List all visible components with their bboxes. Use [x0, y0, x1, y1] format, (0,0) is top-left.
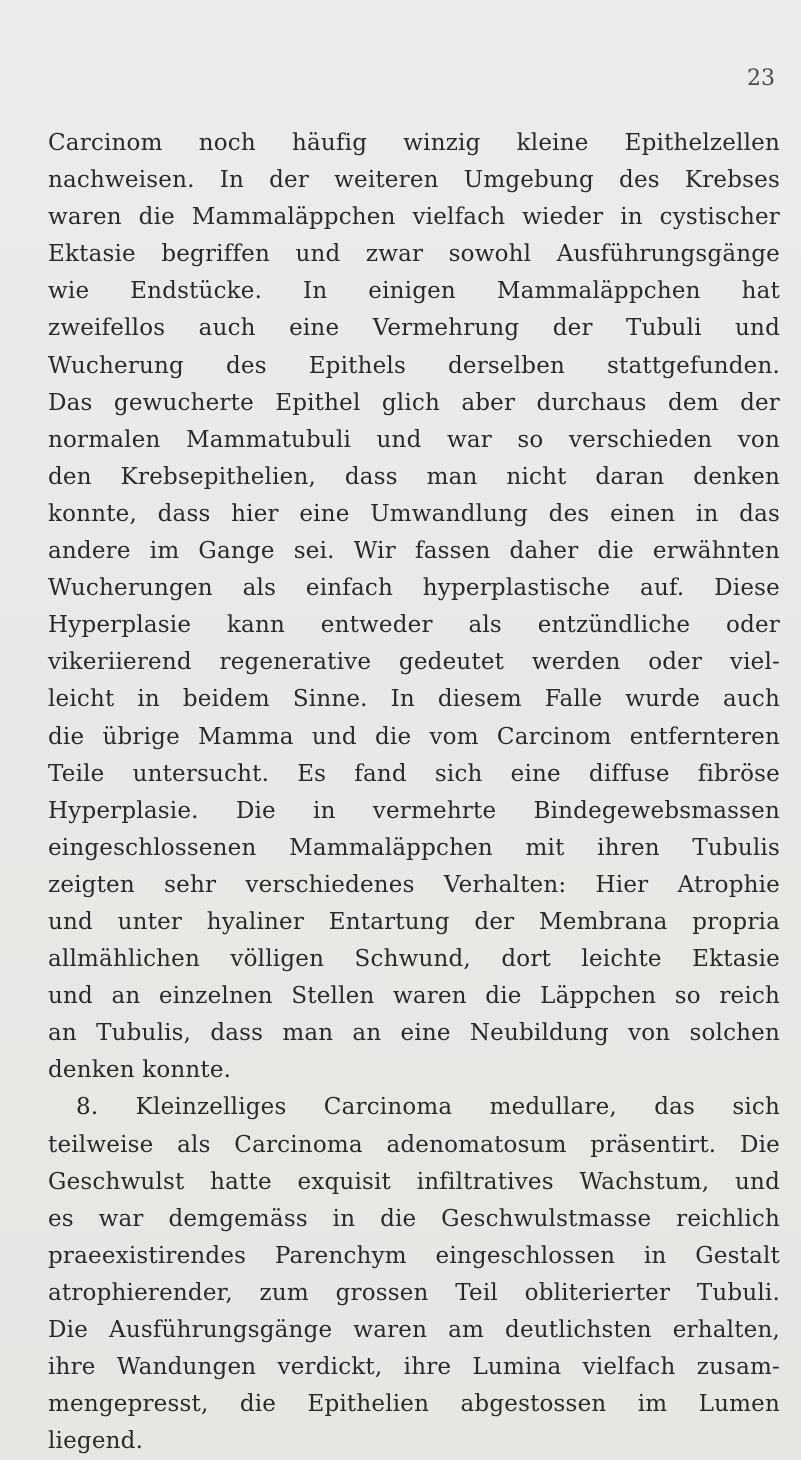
text-line: teilweise als Carcinoma adenomatosum präsentirt. Die — [48, 1131, 780, 1158]
paragraph-1 — [48, 125, 780, 1089]
text-line: Wucherungen als einfach hyperplastische auf. Diese — [48, 575, 780, 602]
text-line: leicht in beidem Sinne. In diesem Falle wurde auch — [48, 686, 780, 713]
text-line: nachweisen. In der weiteren Umgebung des Krebses — [48, 167, 780, 194]
text-line: vikeriierend regenerative gedeutet werden oder viel- — [48, 649, 780, 676]
text-line: ihre Wandungen verdickt, ihre Lumina vielfach zusam- — [48, 1354, 780, 1381]
text-line: zeigten sehr verschiedenes Verhalten: Hier Atrophie — [48, 871, 780, 898]
text-line: Geschwulst hatte exquisit infiltratives Wachstum, und — [48, 1168, 780, 1195]
text-line: liegend. — [48, 1428, 144, 1455]
text-line: es war demgemäss in die Geschwulstmasse reichlich — [48, 1205, 780, 1232]
text-line: atrophierender, zum grossen Teil obliterierter Tubuli. — [48, 1279, 780, 1306]
text-line: und unter hyaliner Entartung der Membrana propria — [48, 908, 780, 935]
text-line: Hyperplasie. Die in vermehrte Bindegewebsmassen — [48, 797, 780, 824]
text-line: normalen Mammatubuli und war so verschieden von — [48, 426, 780, 453]
page-number: 23 — [747, 66, 775, 91]
text-line: 8. Kleinzelliges Carcinoma medullare, das sich — [76, 1094, 780, 1121]
text-line: waren die Mammaläppchen vielfach wieder in cystischer — [48, 204, 780, 231]
text-line: Hyperplasie kann entweder als entzündliche oder — [48, 612, 780, 639]
text-line: wie Endstücke. In einigen Mammaläppchen hat — [48, 278, 780, 305]
text-line: praeexistirendes Parenchym eingeschlossen in Gestalt — [48, 1242, 780, 1269]
text-line: zweifellos auch eine Vermehrung der Tubuli und — [48, 315, 780, 342]
text-line: Die Ausführungsgänge waren am deutlichsten erhalten, — [48, 1317, 780, 1343]
text-line: Teile untersucht. Es fand sich eine diffuse fibröse — [48, 760, 780, 787]
text-line: eingeschlossenen Mammaläppchen mit ihren Tubulis — [48, 834, 780, 861]
text-line: den Krebsepithelien, dass man nicht daran denken — [48, 463, 780, 490]
text-line: allmählichen völligen Schwund, dort leichte Ektasie — [48, 946, 780, 973]
text-line: Das gewucherte Epithel glich aber durchaus dem der — [48, 389, 780, 416]
text-line: an Tubulis, dass man an eine Neubildung von solchen — [48, 1020, 780, 1047]
text-line: Wucherung des Epithels derselben stattgefunden. — [48, 352, 780, 379]
text-line: und an einzelnen Stellen waren die Läppchen so reich — [48, 983, 780, 1010]
text-line: mengepresst, die Epithelien abgestossen im Lumen — [48, 1391, 780, 1418]
text-line: Ektasie begriffen und zwar sowohl Ausführungsgänge — [48, 241, 780, 268]
text-line: andere im Gange sei. Wir fassen daher die erwähnten — [48, 538, 780, 565]
text-line: denken konnte. — [48, 1057, 232, 1084]
body-text — [48, 125, 780, 1460]
paragraph-2 — [48, 1089, 780, 1460]
text-line: Carcinom noch häufig winzig kleine Epithelzellen — [48, 130, 780, 156]
text-line: konnte, dass hier eine Umwandlung des einen in das — [48, 500, 780, 527]
text-line: die übrige Mamma und die vom Carcinom entfernteren — [48, 723, 780, 750]
